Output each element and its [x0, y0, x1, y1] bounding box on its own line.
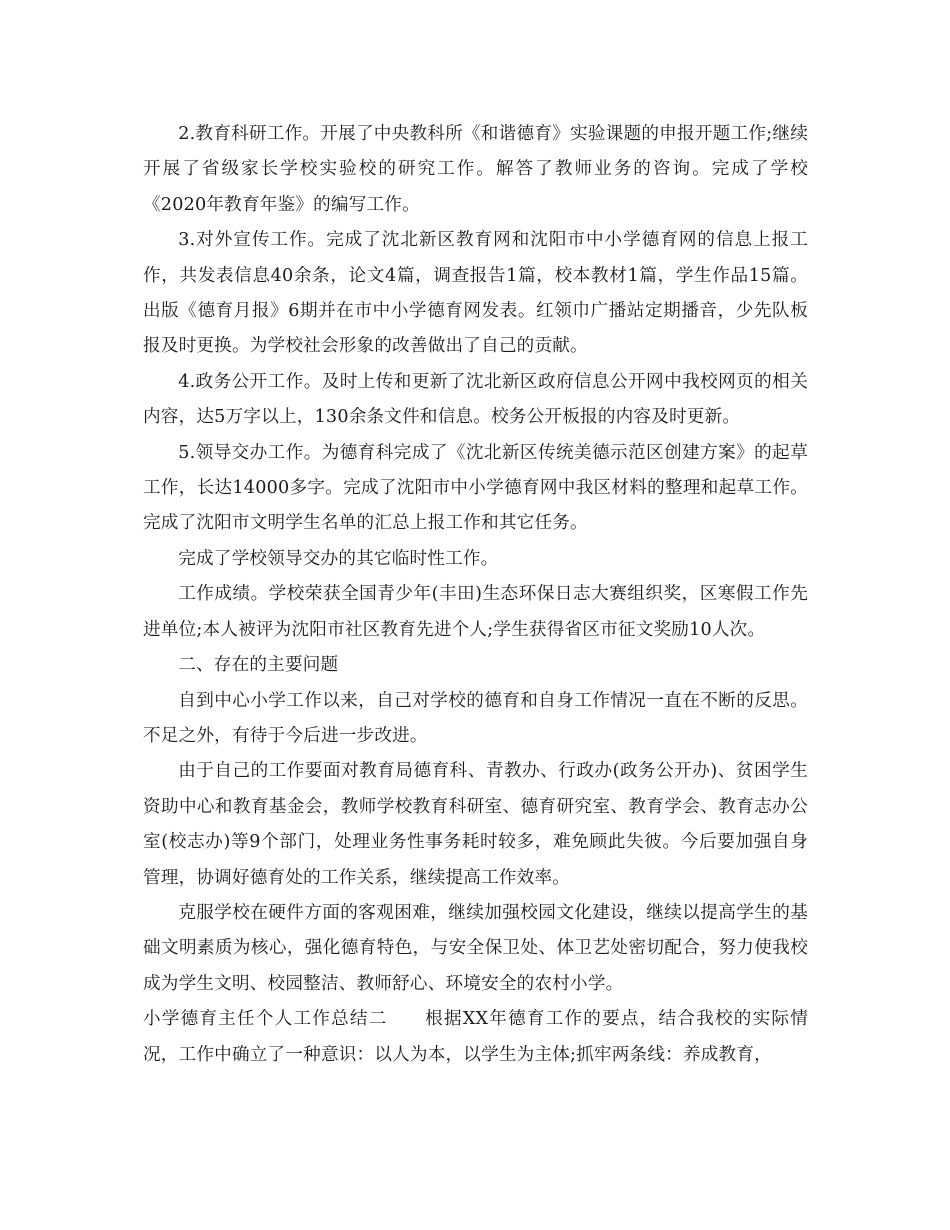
paragraph-temporary-work: 完成了学校领导交办的其它临时性工作。	[178, 548, 499, 569]
paragraph-summary-two-start: 小学德育主任个人工作总结二 根据XX年德育工作的要点，结合我校的实际情况，工作中确立了一种意识：以人为本，以学生为主体;抓牢两条线：养成教育，	[143, 1009, 808, 1065]
paragraph-campus-culture: 克服学校在硬件方面的客观困难，继续加强校园文化建设，继续以提高学生的基础文明素质为核心，强化德育特色，与安全保卫处、体卫艺处密切配合，努力使我校成为学生文明、校园整洁、教师舒心、环境安全的农村小学。	[143, 902, 808, 994]
paragraph-self-reflection: 自到中心小学工作以来，自己对学校的德育和自身工作情况一直在不断的反思。不足之外，有待于今后进一步改进。	[143, 690, 808, 746]
paragraph-external-publicity: 3.对外宣传工作。完成了沈北新区教育网和沈阳市中小学德育网的信息上报工作，共发表信息40余条，论文4篇，调查报告1篇，校本教材1篇，学生作品15篇。出版《德育月报》6期并在市中小学德育网发表。红领巾广播站定期播音，少先队板报及时更换。为学校社会形象的改善做出了自己的贡献。	[143, 230, 808, 357]
paragraph-government-affairs: 4.政务公开工作。及时上传和更新了沈北新区政府信息公开网中我校网页的相关内容，达5万字以上，130余条文件和信息。校务公开板报的内容及时更新。	[143, 371, 808, 428]
section-heading-main-problems: 二、存在的主要问题	[178, 655, 339, 676]
paragraph-education-research: 2.教育科研工作。开展了中央教科所《和谐德育》实验课题的申报开题工作;继续开展了省级家长学校实验校的研究工作。解答了教师业务的咨询。完成了学校《2020年教育年鉴》的编写工作。	[143, 124, 808, 215]
paragraph-departments: 由于自己的工作要面对教育局德育科、青教办、行政办(政务公开办)、贫困学生资助中心和教育基金会，教师学校教育科研室、德育研究室、教育学会、教育志办公室(校志办)等9个部门，处理业务性事务耗时较多，难免顾此失彼。今后要加强自身管理，协调好德育处的工作关系，继续提高工作效率。	[143, 761, 808, 888]
document-body	[143, 117, 808, 1073]
paragraph-work-achievements: 工作成绩。学校荣获全国青少年(丰田)生态环保日志大赛组织奖，区寒假工作先进单位;本人被评为沈阳市社区教育先进个人;学生获得省区市征文奖励10人次。	[143, 584, 808, 640]
paragraph-leader-assigned-work: 5.领导交办工作。为德育科完成了《沈北新区传统美德示范区创建方案》的起草工作，长达14000多字。完成了沈阳市中小学德育网中我区材料的整理和起草工作。完成了沈阳市文明学生名单的汇总上报工作和其它任务。	[143, 442, 808, 534]
